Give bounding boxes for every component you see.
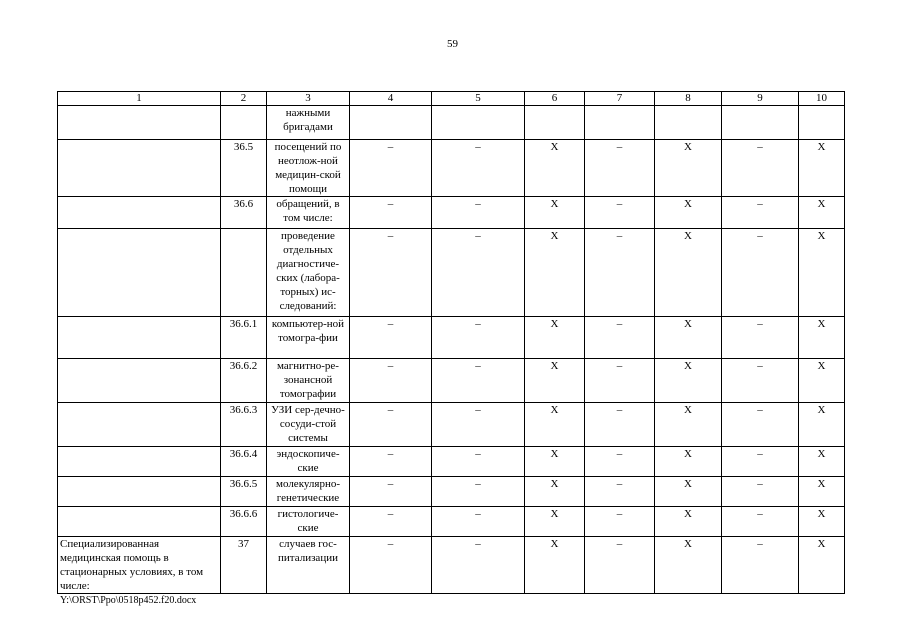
table-cell-col-2: 36.6.4 xyxy=(221,447,267,477)
table-row xyxy=(58,403,845,447)
table-cell-col-7: – xyxy=(585,477,655,507)
table-cell-col-1 xyxy=(58,229,221,317)
table-cell-col-5: – xyxy=(432,140,525,197)
table-cell-col-6: Х xyxy=(525,317,585,359)
table-cell-col-4: – xyxy=(350,197,432,229)
table-row xyxy=(58,447,845,477)
table-cell-col-5: – xyxy=(432,359,525,403)
table-cell-col-2: 37 xyxy=(221,537,267,594)
table-cell-col-8: Х xyxy=(655,507,722,537)
table-cell-col-9 xyxy=(722,106,799,140)
header-cell-10: 10 xyxy=(799,92,845,106)
table-cell-col-10: Х xyxy=(799,477,845,507)
table-cell-col-8 xyxy=(655,106,722,140)
page-number: 59 xyxy=(447,38,458,50)
table-cell-col-1 xyxy=(58,447,221,477)
header-cell-9: 9 xyxy=(722,92,799,106)
table-cell-col-8: Х xyxy=(655,317,722,359)
table-cell-col-2 xyxy=(221,229,267,317)
table-cell-col-4: – xyxy=(350,359,432,403)
table-cell-col-4 xyxy=(350,106,432,140)
table-cell-col-9: – xyxy=(722,359,799,403)
table-cell-col-6: Х xyxy=(525,140,585,197)
table-cell-col-5: – xyxy=(432,507,525,537)
table-cell-col-10: Х xyxy=(799,359,845,403)
table-cell-col-3: нажными бригадами xyxy=(267,106,350,140)
table-cell-col-1 xyxy=(58,403,221,447)
header-row xyxy=(58,92,845,106)
table-cell-col-6: Х xyxy=(525,447,585,477)
table-cell-col-3: проведение отдельных диагностиче-ских (лабора-торных) ис-следований: xyxy=(267,229,350,317)
table-cell-col-4: – xyxy=(350,537,432,594)
table-cell-col-9: – xyxy=(722,403,799,447)
table-cell-col-5: – xyxy=(432,403,525,447)
table-cell-col-7: – xyxy=(585,197,655,229)
table-cell-col-6: Х xyxy=(525,197,585,229)
table-cell-col-5 xyxy=(432,106,525,140)
table-cell-col-7: – xyxy=(585,140,655,197)
table-cell-col-9: – xyxy=(722,197,799,229)
header-cell-3: 3 xyxy=(267,92,350,106)
table-cell-col-9: – xyxy=(722,447,799,477)
table-cell-col-6: Х xyxy=(525,403,585,447)
table-cell-col-10: Х xyxy=(799,507,845,537)
table-cell-col-2: 36.5 xyxy=(221,140,267,197)
table-cell-col-10: Х xyxy=(799,140,845,197)
table-cell-col-2: 36.6.1 xyxy=(221,317,267,359)
table-cell-col-6: Х xyxy=(525,537,585,594)
table-cell-col-9: – xyxy=(722,477,799,507)
table-cell-col-3: молекулярно-генетические xyxy=(267,477,350,507)
table-row xyxy=(58,507,845,537)
table-cell-col-8: Х xyxy=(655,359,722,403)
table-cell-col-9: – xyxy=(722,317,799,359)
table-cell-col-2: 36.6 xyxy=(221,197,267,229)
header-cell-8: 8 xyxy=(655,92,722,106)
table-cell-col-7: – xyxy=(585,359,655,403)
table-cell-col-2: 36.6.6 xyxy=(221,507,267,537)
table-cell-col-3: посещений по неотлож-ной медицин-ской помощи xyxy=(267,140,350,197)
table-row xyxy=(58,229,845,317)
table-cell-col-5: – xyxy=(432,197,525,229)
table-cell-col-9: – xyxy=(722,229,799,317)
table-cell-col-2 xyxy=(221,106,267,140)
table-cell-col-7: – xyxy=(585,403,655,447)
table-cell-col-8: Х xyxy=(655,537,722,594)
table-cell-col-2: 36.6.3 xyxy=(221,403,267,447)
table-cell-col-10: Х xyxy=(799,447,845,477)
table-cell-col-9: – xyxy=(722,537,799,594)
table-row xyxy=(58,197,845,229)
table-cell-col-10: Х xyxy=(799,197,845,229)
table-cell-col-6: Х xyxy=(525,477,585,507)
table-cell-col-3: гистологиче-ские xyxy=(267,507,350,537)
table-cell-col-1 xyxy=(58,197,221,229)
table-cell-col-6: Х xyxy=(525,359,585,403)
footer-file-path: Y:\ORST\Ppo\0518p452.f20.docx xyxy=(60,595,197,606)
table-cell-col-7: – xyxy=(585,537,655,594)
table-cell-col-1 xyxy=(58,106,221,140)
table-cell-col-1 xyxy=(58,359,221,403)
table-row xyxy=(58,140,845,197)
table-row xyxy=(58,537,845,594)
table-cell-col-6: Х xyxy=(525,229,585,317)
table-cell-col-8: Х xyxy=(655,403,722,447)
table-cell-col-8: Х xyxy=(655,140,722,197)
table-cell-col-5: – xyxy=(432,477,525,507)
table-cell-col-8: Х xyxy=(655,477,722,507)
data-table xyxy=(57,91,845,594)
header-cell-1: 1 xyxy=(58,92,221,106)
table-cell-col-3: случаев гос-питализации xyxy=(267,537,350,594)
table-cell-col-10 xyxy=(799,106,845,140)
table-cell-col-4: – xyxy=(350,403,432,447)
table-cell-col-8: Х xyxy=(655,447,722,477)
table-cell-col-1 xyxy=(58,317,221,359)
table-cell-col-6 xyxy=(525,106,585,140)
header-cell-7: 7 xyxy=(585,92,655,106)
table-cell-col-9: – xyxy=(722,507,799,537)
table-row xyxy=(58,106,845,140)
table-cell-col-4: – xyxy=(350,317,432,359)
table-cell-col-8: Х xyxy=(655,229,722,317)
header-cell-6: 6 xyxy=(525,92,585,106)
table-cell-col-10: Х xyxy=(799,317,845,359)
table-cell-col-7 xyxy=(585,106,655,140)
table-cell-col-10: Х xyxy=(799,403,845,447)
table-cell-col-7: – xyxy=(585,447,655,477)
table-cell-col-6: Х xyxy=(525,507,585,537)
table-cell-col-4: – xyxy=(350,507,432,537)
table-cell-col-3: магнитно-ре-зонансной томографии xyxy=(267,359,350,403)
header-cell-2: 2 xyxy=(221,92,267,106)
table-cell-col-3: эндоскопиче-ские xyxy=(267,447,350,477)
table-cell-col-1: Специализированная медицинская помощь в стационарных условиях, в том числе: xyxy=(58,537,221,594)
table-cell-col-3: компьютер-ной томогра-фии xyxy=(267,317,350,359)
table-row xyxy=(58,317,845,359)
table-cell-col-5: – xyxy=(432,229,525,317)
table-cell-col-4: – xyxy=(350,229,432,317)
table-cell-col-10: Х xyxy=(799,537,845,594)
table-cell-col-7: – xyxy=(585,317,655,359)
table-row xyxy=(58,359,845,403)
table-cell-col-4: – xyxy=(350,140,432,197)
table-cell-col-5: – xyxy=(432,447,525,477)
table-cell-col-1 xyxy=(58,140,221,197)
table-row xyxy=(58,477,845,507)
table-cell-col-7: – xyxy=(585,507,655,537)
table-cell-col-3: обращений, в том числе: xyxy=(267,197,350,229)
table-cell-col-3: УЗИ сер-дечно-сосуди-стой системы xyxy=(267,403,350,447)
table-cell-col-5: – xyxy=(432,317,525,359)
table-cell-col-9: – xyxy=(722,140,799,197)
table-cell-col-5: – xyxy=(432,537,525,594)
table-cell-col-10: Х xyxy=(799,229,845,317)
header-cell-4: 4 xyxy=(350,92,432,106)
table-cell-col-2: 36.6.5 xyxy=(221,477,267,507)
header-cell-5: 5 xyxy=(432,92,525,106)
table-cell-col-8: Х xyxy=(655,197,722,229)
table-cell-col-2: 36.6.2 xyxy=(221,359,267,403)
table-cell-col-4: – xyxy=(350,477,432,507)
table-cell-col-1 xyxy=(58,507,221,537)
table-cell-col-4: – xyxy=(350,447,432,477)
table-cell-col-7: – xyxy=(585,229,655,317)
table-cell-col-1 xyxy=(58,477,221,507)
